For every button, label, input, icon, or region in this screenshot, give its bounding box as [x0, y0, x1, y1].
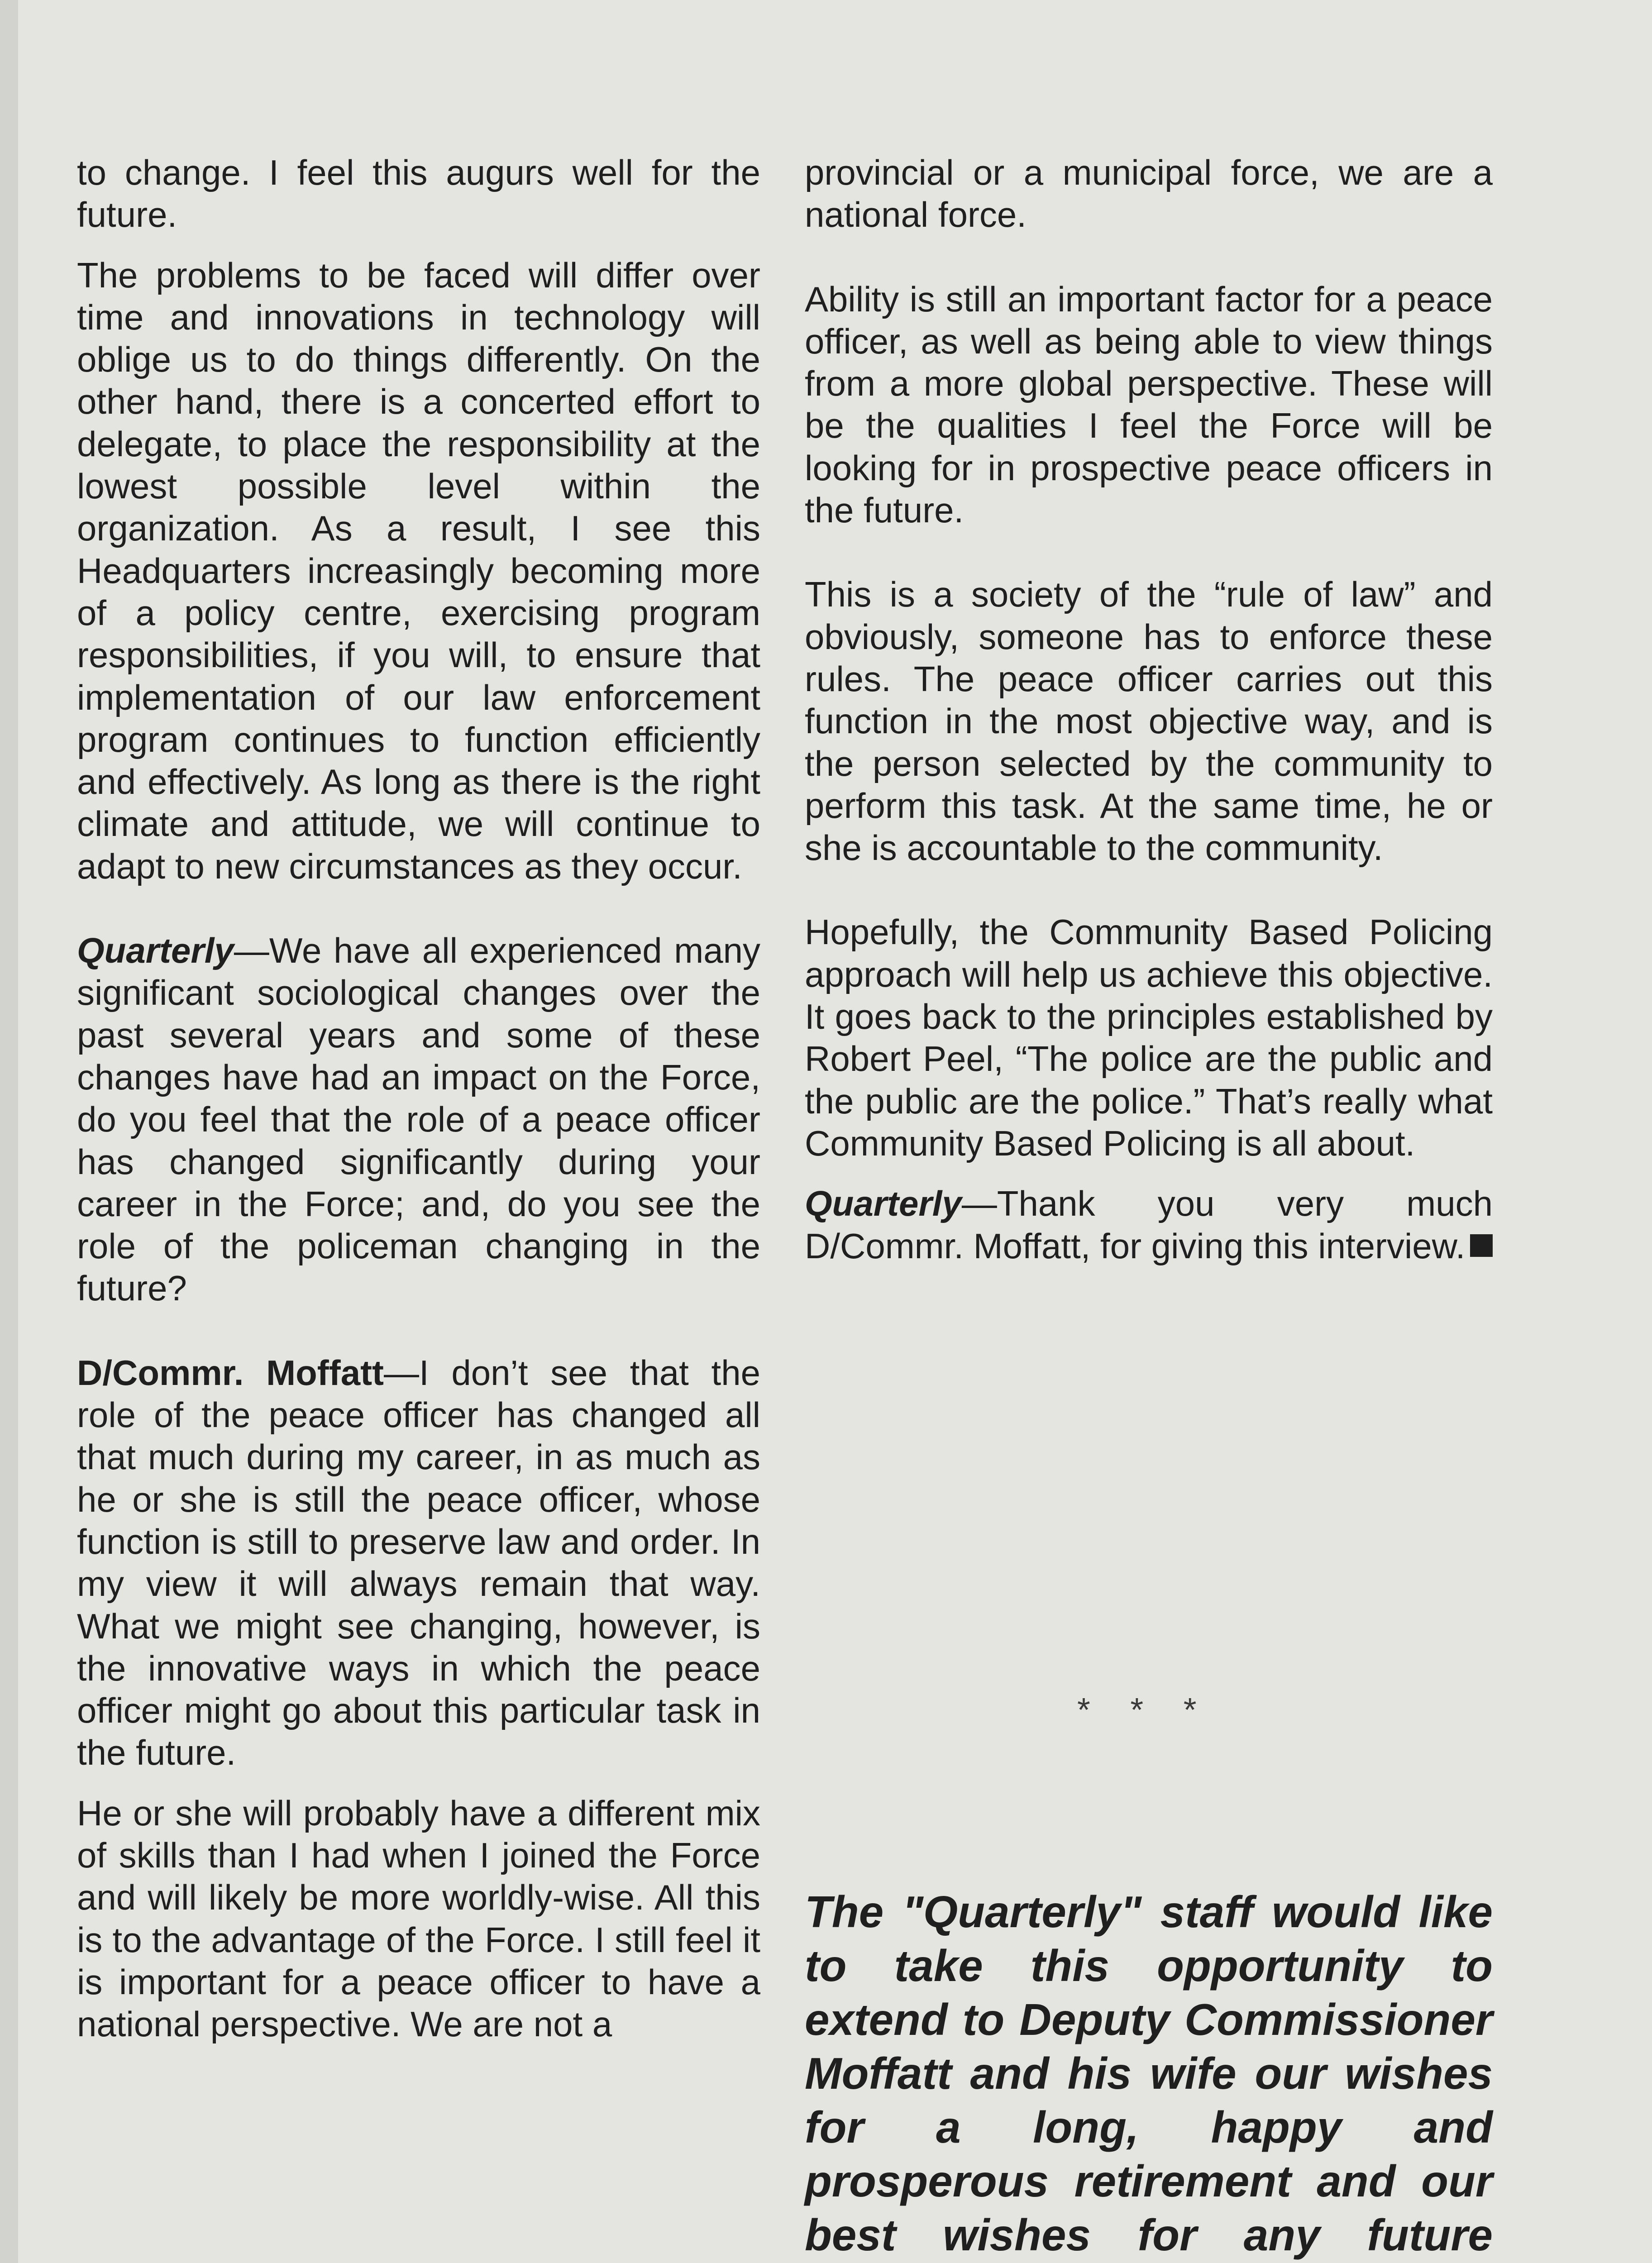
- left-column: [77, 152, 760, 2087]
- question-text: —We have all experienced many significant sociological changes over the past several years and some of these changes have had an impact on the Force, do you feel that the role of a peace officer has changed significantly during your career in the Force; and, do you see the role of the policeman changing in the future?: [77, 931, 760, 1308]
- thanks-speaker: Quarterly: [805, 1184, 962, 1224]
- answer-role-change: [77, 1352, 760, 1774]
- paragraph-national-force: provincial or a municipal force, we are a national force.: [805, 153, 1493, 235]
- question-speaker: Quarterly: [77, 931, 234, 971]
- end-of-article-mark: [1470, 1234, 1493, 1257]
- paragraph-problems: The problems to be faced will differ over time and innovations in technology will oblige us to do things differently. On the other hand, there is a concerted effort to delegate, to place the responsibility at the lowest possible level within the organization. As a result, I see this Headquarters increasingly becoming more of a policy centre, exercising program responsibilities, if you will, to ensure that implementation of our law enforcement program continues to function efficiently and effectively. As long as there is the right climate and attitude, we will continue to adapt to new circumstances as they occur.: [77, 255, 760, 886]
- answer-text: —I don’t see that the role of the peace officer has changed all that much during my career, in as much as he or she is still the peace officer, whose function is still to preserve law and order. In my view it will always remain that way. What we might see changing, however, is the innovative ways in which the peace officer might go about this particular task in the future.: [77, 1352, 760, 1773]
- right-column: [805, 152, 1493, 1309]
- answer-speaker: D/Commr. Moffatt: [77, 1352, 384, 1393]
- paragraph-community-policing: Hopefully, the Community Based Policing approach will help us achieve this objective. It goes back to the principles established by Robert Peel, “The police are the public and the public are the police.” That’s really what Community Based Policing is all about.: [805, 912, 1493, 1163]
- question-role-change: [77, 930, 760, 1310]
- paragraph-continued: to change. I feel this augurs well for the future.: [77, 153, 760, 235]
- section-separator: * * *: [1077, 1691, 1212, 1728]
- thanks-text: —Thank you very much D/Commr. Moffatt, for giving this interview.: [805, 1184, 1493, 1266]
- retirement-message-text: The "Quarterly" staff would like to take this opportunity to extend to Deputy Commissioner Moffatt and his wife our wishes for a long, happy and prosperous retirement and our best wishes for any future: [805, 1887, 1493, 2260]
- retirement-message: [805, 1885, 1493, 2263]
- binding-shadow: [0, 0, 18, 2263]
- paragraph-rule-of-law: This is a society of the “rule of law” and obviously, someone has to enforce these rules. The peace officer carries out this function in the most objective way, and is the person selected by the community to perform this task. At the same time, he or she is accountable to the community.: [805, 574, 1493, 868]
- paragraph-skills: He or she will probably have a different mix of skills than I had when I joined the Force and will likely be more worldly-wise. All this is to the advantage of the Force. I still feel it is important for a peace officer to have a national perspective. We are not a: [77, 1793, 760, 2044]
- paragraph-ability: Ability is still an important factor for a peace officer, as well as being able to view things from a more global perspective. These will be the qualities I feel the Force will be looking for in prospective peace officers in the future.: [805, 279, 1493, 530]
- closing-thanks: [805, 1183, 1493, 1267]
